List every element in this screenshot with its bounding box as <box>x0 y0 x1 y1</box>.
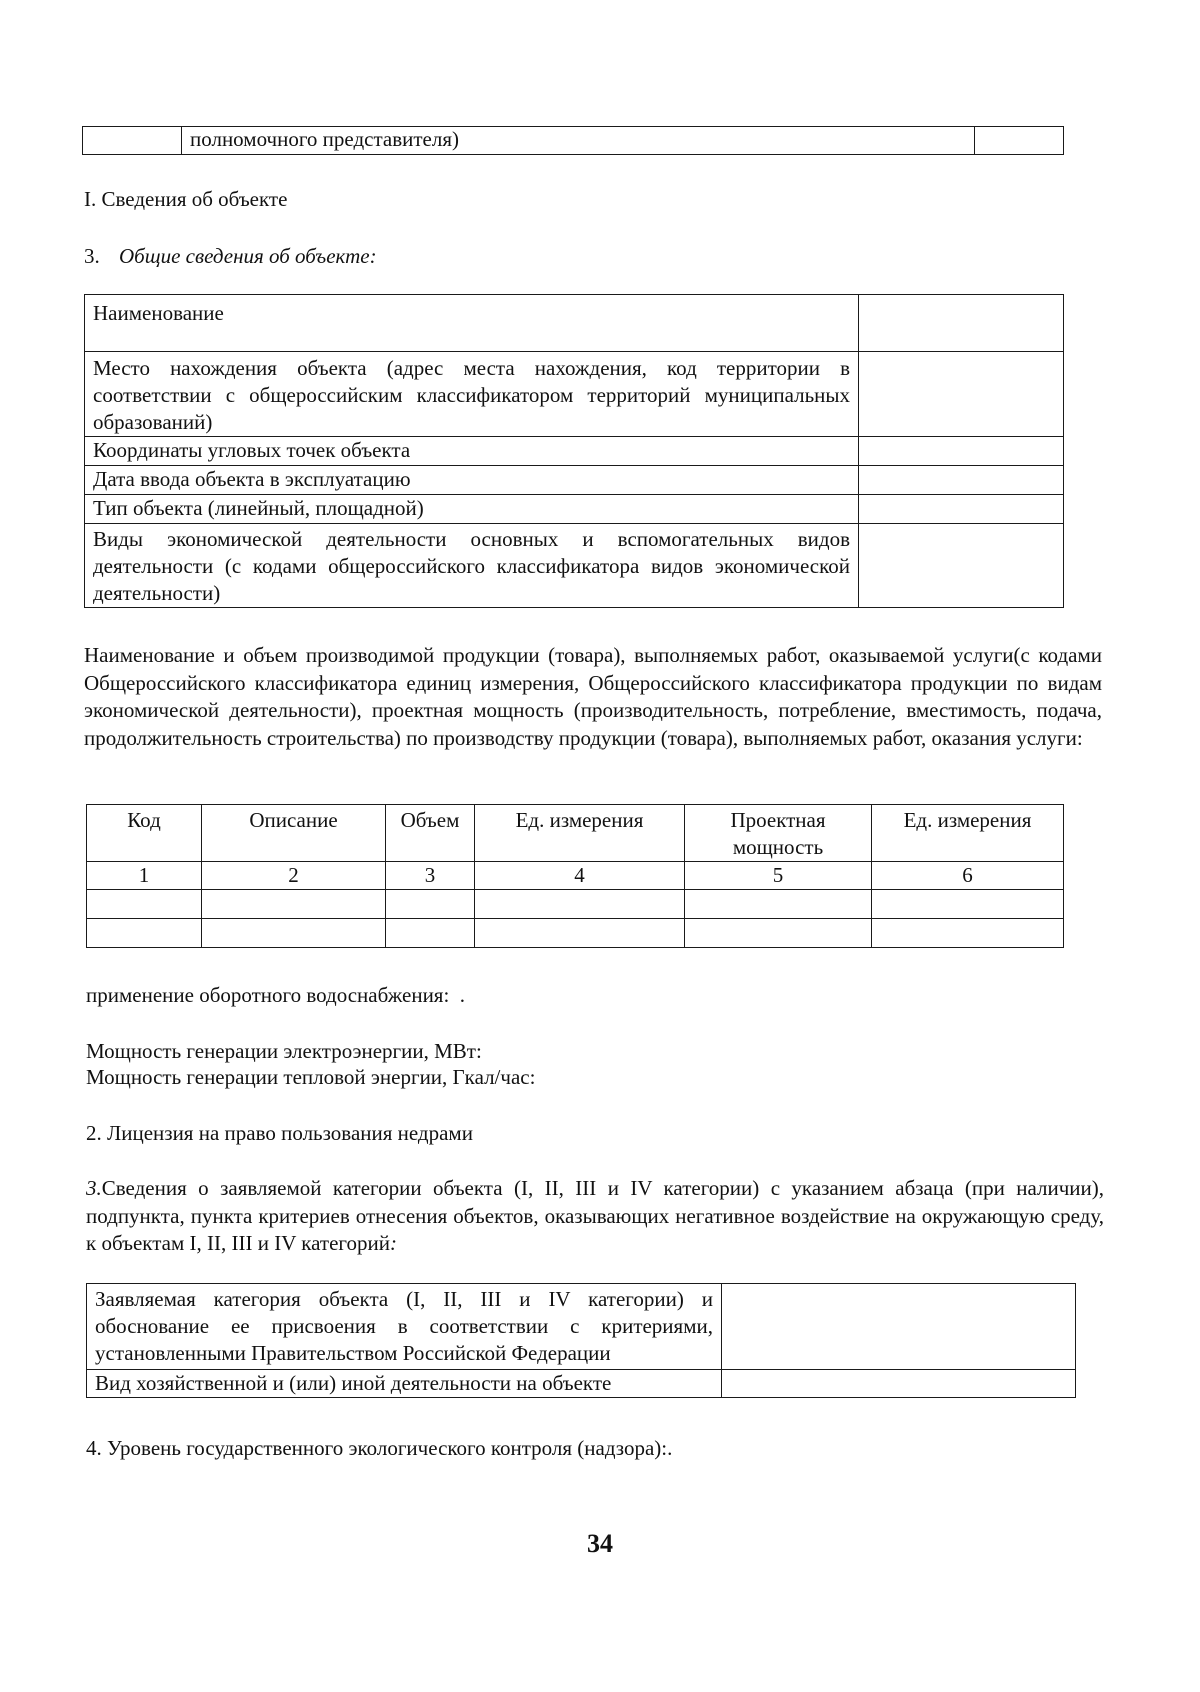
general-row-value[interactable] <box>859 466 1064 495</box>
production-col-number: 1 <box>87 862 202 890</box>
production-header-capacity-unit: Ед. измерения <box>872 805 1064 862</box>
production-cell[interactable] <box>202 919 386 948</box>
production-cell[interactable] <box>386 890 475 919</box>
production-header-volume: Объем <box>386 805 475 862</box>
production-cell[interactable] <box>475 890 685 919</box>
section-title: I. Сведения об объекте <box>84 187 288 211</box>
production-col-number: 3 <box>386 862 475 890</box>
general-row-value[interactable] <box>859 495 1064 524</box>
production-col-number: 2 <box>202 862 386 890</box>
production-cell[interactable] <box>872 890 1064 919</box>
top-continuation-table <box>82 126 1064 155</box>
general-row-label: Тип объекта (линейный, площадной) <box>85 495 859 524</box>
general-row-value[interactable] <box>859 352 1064 437</box>
category-table <box>86 1283 1076 1398</box>
production-cell[interactable] <box>386 919 475 948</box>
production-header-code: Код <box>87 805 202 862</box>
production-cell[interactable] <box>475 919 685 948</box>
category-row-label: Вид хозяйственной и (или) иной деятельности на объекте <box>87 1370 722 1398</box>
production-cell[interactable] <box>87 919 202 948</box>
category-paragraph <box>86 1175 1104 1258</box>
power-electric-line: Мощность генерации электроэнергии, МВт: <box>86 1039 482 1063</box>
category-paragraph-number: 3. <box>86 1176 102 1200</box>
category-paragraph-text: Сведения о заявляемой категории объекта (I, II, III и IV категории) с указанием абзаца (при наличии), подпункта, пункта критериев отнесения объектов, оказывающих негативное воздействие на окружающую среду, к объектам I, II, III и IV категорий <box>86 1176 1104 1255</box>
power-heat-line: Мощность генерации тепловой энергии, Гкал/час: <box>86 1065 536 1089</box>
production-empty-row <box>87 919 1064 948</box>
production-col-number: 4 <box>475 862 685 890</box>
subsection-number: 3. <box>84 244 100 268</box>
production-header-capacity: Проектная мощность <box>685 805 872 862</box>
subsection-title: Общие сведения об объекте: <box>119 244 377 268</box>
water-supply-line: применение оборотного водоснабжения: . <box>86 983 466 1007</box>
license-heading: 2. Лицензия на право пользования недрами <box>86 1121 473 1145</box>
category-row-label: Заявляемая категория объекта (I, II, III и IV категории) и обоснование ее присвоения в соответствии с критериями, установленными Правительством Российской Федерации <box>87 1284 722 1370</box>
production-col-number: 5 <box>685 862 872 890</box>
general-row-value[interactable] <box>859 524 1064 608</box>
production-cell[interactable] <box>202 890 386 919</box>
page-number: 34 <box>587 1529 613 1558</box>
general-row-label: Дата ввода объекта в эксплуатацию <box>85 466 859 495</box>
general-row-label: Координаты угловых точек объекта <box>85 437 859 466</box>
production-header-unit: Ед. измерения <box>475 805 685 862</box>
production-header-description: Описание <box>202 805 386 862</box>
general-row-value[interactable] <box>859 437 1064 466</box>
top-cell-text: полномочного представителя) <box>182 127 975 155</box>
production-table <box>86 804 1064 948</box>
general-info-table <box>84 294 1064 608</box>
top-cell-blank-right <box>975 127 1064 155</box>
control-level-line: 4. Уровень государственного экологического контроля (надзора):. <box>86 1436 673 1460</box>
production-cell[interactable] <box>87 890 202 919</box>
production-cell[interactable] <box>872 919 1064 948</box>
production-paragraph: Наименование и объем производимой продукции (товара), выполняемых работ, оказываемой услуги(с кодами Общероссийского классификатора единиц измерения, Общероссийского классификатора продукции по видам экономической деятельности), проектная мощность (производительность, потребление, вместимость, подача, продолжительность строительства) по производству продукции (товара), выполняемых работ, оказания услуги: <box>84 643 1102 750</box>
general-row-label: Место нахождения объекта (адрес места нахождения, код территории в соответствии с общероссийским классификатором территорий муниципальных образований) <box>85 352 859 437</box>
production-cell[interactable] <box>685 890 872 919</box>
general-row-label: Наименование <box>85 295 859 352</box>
category-paragraph-tail: : <box>389 1231 397 1255</box>
production-empty-row <box>87 890 1064 919</box>
general-row-label: Виды экономической деятельности основных и вспомогательных видов деятельности (с кодами общероссийского классификатора видов экономической деятельности) <box>85 524 859 608</box>
top-cell-blank-left <box>83 127 182 155</box>
general-row-value[interactable] <box>859 295 1064 352</box>
category-row-value[interactable] <box>722 1284 1076 1370</box>
production-cell[interactable] <box>685 919 872 948</box>
category-row-value[interactable] <box>722 1370 1076 1398</box>
subsection-heading <box>84 243 377 270</box>
production-col-number: 6 <box>872 862 1064 890</box>
